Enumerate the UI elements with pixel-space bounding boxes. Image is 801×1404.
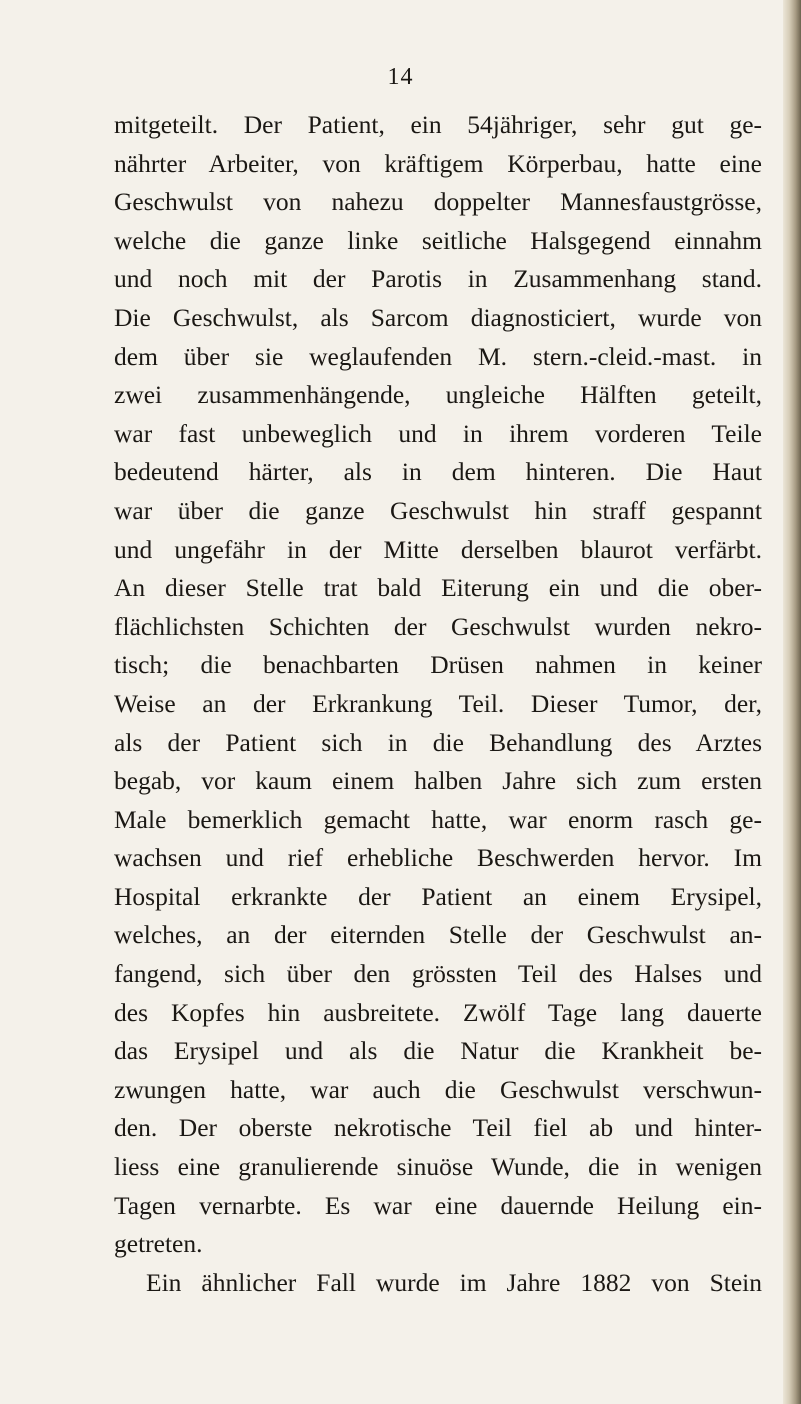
- text-line: Weise an der Erkrankung Teil. Dieser Tumor, der,: [114, 688, 762, 718]
- text-line: war über die ganze Geschwulst hin straff gespannt: [114, 495, 762, 525]
- text-line: war fast unbeweglich und in ihrem vorderen Teile: [114, 418, 762, 448]
- text-line: fangend, sich über den grössten Teil des Halses und: [114, 959, 762, 989]
- text-line: welche die ganze linke seitliche Halsgegend einnahm: [114, 225, 762, 255]
- text-line: und ungefähr in der Mitte derselben blaurot verfärbt.: [114, 534, 762, 564]
- text-line: zwei zusammenhängende, ungleiche Hälften geteilt,: [114, 380, 762, 410]
- text-line: Hospital erkrankte der Patient an einem Erysipel,: [114, 881, 762, 911]
- page-number: 14: [387, 64, 414, 90]
- text-line: mitgeteilt. Der Patient, ein 54jähriger, sehr gut ge-: [114, 110, 762, 139]
- text-line: das Erysipel und als die Natur die Krankheit be-: [114, 1036, 762, 1066]
- paragraph-start-line: Ein ähnlicher Fall wurde im Jahre 1882 von Stein: [146, 1267, 762, 1297]
- text-line: flächlichsten Schichten der Geschwulst wurden nekro-: [114, 611, 762, 641]
- text-line: nährter Arbeiter, von kräftigem Körperbau, hatte eine: [114, 148, 762, 178]
- text-line: Die Geschwulst, als Sarcom diagnosticiert, wurde von: [114, 302, 762, 332]
- text-line: bedeutend härter, als in dem hinteren. Die Haut: [114, 457, 762, 487]
- text-line: welches, an der eiternden Stelle der Geschwulst an-: [114, 920, 762, 950]
- text-line: wachsen und rief erhebliche Beschwerden hervor. Im: [114, 843, 762, 873]
- text-line: Tagen vernarbte. Es war eine dauernde Heilung ein-: [114, 1190, 762, 1220]
- text-line: Geschwulst von nahezu doppelter Mannesfaustgrösse,: [114, 187, 762, 217]
- text-line: tisch; die benachbarten Drüsen nahmen in keiner: [114, 650, 762, 680]
- text-line: zwungen hatte, war auch die Geschwulst verschwun-: [114, 1074, 762, 1104]
- text-line: begab, vor kaum einem halben Jahre sich zum ersten: [114, 766, 762, 796]
- text-line: des Kopfes hin ausbreitete. Zwölf Tage lang dauerte: [114, 997, 762, 1027]
- body-text: [114, 106, 762, 1302]
- text-line: An dieser Stelle trat bald Eiterung ein und die ober-: [114, 573, 762, 603]
- text-line: und noch mit der Parotis in Zusammenhang stand.: [114, 264, 762, 294]
- text-line: als der Patient sich in die Behandlung des Arztes: [114, 727, 762, 757]
- text-line: Male bemerklich gemacht hatte, war enorm rasch ge-: [114, 804, 762, 834]
- text-line: dem über sie weglaufenden M. stern.-cleid.-mast. in: [114, 341, 762, 371]
- text-line: den. Der oberste nekrotische Teil fiel ab und hinter-: [114, 1113, 762, 1143]
- page-binding-edge: [783, 0, 801, 1404]
- text-line: liess eine granulierende sinuöse Wunde, die in wenigen: [114, 1152, 762, 1182]
- paragraph-end-line: getreten.: [114, 1229, 203, 1259]
